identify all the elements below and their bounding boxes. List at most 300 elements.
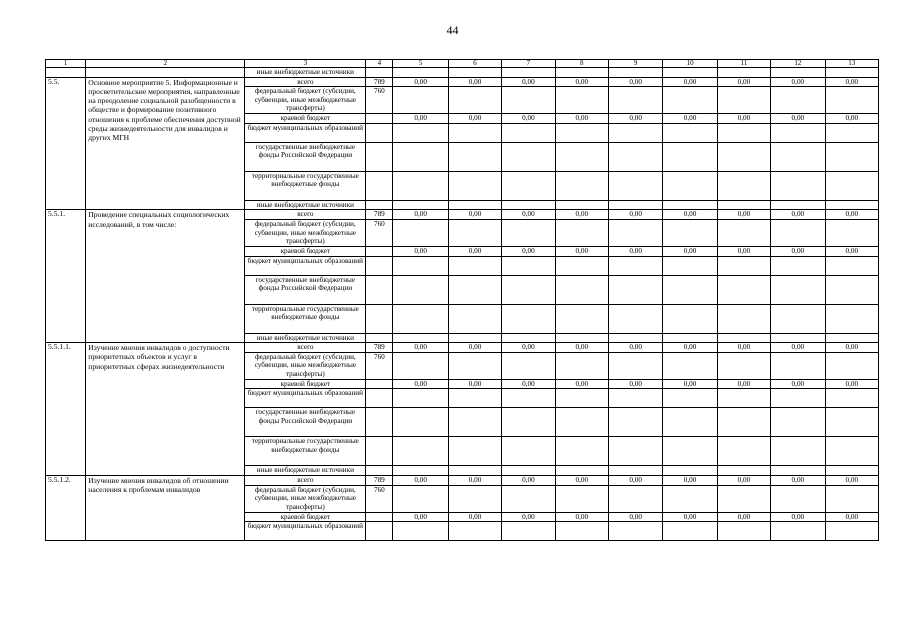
amount-cell [771,87,825,114]
column-header: 1 [46,60,86,68]
amount-cell [608,437,662,466]
amount-cell [555,408,608,437]
amount-cell [717,485,770,512]
amount-cell [663,333,717,343]
empty-cell [366,68,393,78]
column-header: 9 [608,60,662,68]
column-header: 7 [502,60,555,68]
amount-cell: 0,00 [717,114,770,124]
amount-cell [771,275,825,304]
amount-cell: 0,00 [608,114,662,124]
empty-cell [825,68,878,78]
funding-source: государственные внебюджетные фонды Российской Федерации [245,408,366,437]
amount-cell: 0,00 [608,210,662,220]
funding-source: бюджет муниципальных образований [245,389,366,408]
empty-cell [502,68,555,78]
amount-cell [825,408,878,437]
header-row [46,60,879,68]
amount-cell: 0,00 [825,246,878,256]
amount-cell: 0,00 [663,114,717,124]
amount-cell [825,304,878,333]
amount-cell [393,437,448,466]
table-row [46,210,879,220]
budget-code: 789 [366,77,393,87]
amount-cell [608,485,662,512]
budget-code: 760 [366,219,393,246]
column-header: 2 [86,60,245,68]
amount-cell [825,123,878,142]
amount-cell [393,200,448,210]
funding-source: краевой бюджет [245,246,366,256]
amount-cell [448,275,501,304]
amount-cell [448,466,501,476]
amount-cell [717,87,770,114]
page-number: 44 [446,23,459,37]
budget-code [366,466,393,476]
amount-cell: 0,00 [608,475,662,485]
amount-cell [608,171,662,200]
amount-cell [393,256,448,275]
amount-cell: 0,00 [825,475,878,485]
amount-cell: 0,00 [393,77,448,87]
column-header: 4 [366,60,393,68]
amount-cell [448,171,501,200]
amount-cell [663,466,717,476]
amount-cell [771,200,825,210]
amount-cell [771,466,825,476]
amount-cell [717,333,770,343]
item-title: Основное мероприятие 5. Информационные и просветительские мероприятия, направленные на преодоление социальной разобщенности в обществе и формирование позитивного отношения к проблеме обеспечения доступной среды жизнедеятельности для инвалидов и других МГН [86,77,245,210]
amount-cell [663,123,717,142]
item-title: Изучение мнения инвалидов об отношении населения к проблемам инвалидов [86,475,245,540]
funding-source: территориальные государственные внебюджетные фонды [245,171,366,200]
budget-code [366,171,393,200]
amount-cell [608,466,662,476]
amount-cell [825,275,878,304]
amount-cell: 0,00 [608,246,662,256]
amount-cell [717,275,770,304]
amount-cell: 0,00 [502,246,555,256]
funding-source: федеральный бюджет (субсидии, субвенции, иные межбюджетные трансферты) [245,352,366,379]
amount-cell [502,275,555,304]
amount-cell [608,408,662,437]
amount-cell [393,123,448,142]
amount-cell: 0,00 [663,512,717,522]
table-row [46,68,879,78]
amount-cell [717,219,770,246]
amount-cell [717,466,770,476]
amount-cell [502,171,555,200]
amount-cell: 0,00 [393,343,448,353]
amount-cell [608,522,662,541]
amount-cell [555,275,608,304]
amount-cell: 0,00 [717,512,770,522]
empty-cell [46,68,86,78]
budget-code [366,379,393,389]
amount-cell: 0,00 [825,210,878,220]
amount-cell [717,142,770,171]
amount-cell [663,304,717,333]
amount-cell [663,171,717,200]
amount-cell [393,304,448,333]
budget-code [366,408,393,437]
amount-cell [393,466,448,476]
amount-cell [555,485,608,512]
amount-cell: 0,00 [825,512,878,522]
amount-cell [825,485,878,512]
amount-cell: 0,00 [448,77,501,87]
funding-source: всего [245,77,366,87]
amount-cell [771,142,825,171]
amount-cell [717,304,770,333]
amount-cell [663,142,717,171]
amount-cell: 0,00 [502,379,555,389]
amount-cell [555,352,608,379]
amount-cell [663,256,717,275]
budget-code [366,389,393,408]
budget-code [366,123,393,142]
amount-cell [502,466,555,476]
budget-code [366,304,393,333]
amount-cell [555,389,608,408]
amount-cell [608,219,662,246]
amount-cell: 0,00 [717,475,770,485]
amount-cell: 0,00 [448,246,501,256]
item-code: 5.5.1. [46,210,86,343]
amount-cell [663,485,717,512]
item-title: Изучение мнения инвалидов о доступности приоритетных объектов и услуг в приоритетных сферах жизнедеятельности [86,343,245,476]
table-row [46,343,879,353]
funding-source: краевой бюджет [245,379,366,389]
amount-cell [717,389,770,408]
amount-cell [663,437,717,466]
amount-cell [393,333,448,343]
budget-code [366,522,393,541]
amount-cell [502,219,555,246]
budget-code [366,437,393,466]
empty-cell [555,68,608,78]
funding-source: бюджет муниципальных образований [245,522,366,541]
amount-cell [608,333,662,343]
amount-cell: 0,00 [771,475,825,485]
budget-code: 789 [366,475,393,485]
amount-cell [502,200,555,210]
amount-cell: 0,00 [771,210,825,220]
column-header: 13 [825,60,878,68]
budget-code [366,142,393,171]
amount-cell [608,275,662,304]
funding-source: бюджет муниципальных образований [245,123,366,142]
empty-cell [393,68,448,78]
amount-cell [663,87,717,114]
item-code: 5.5.1.2. [46,475,86,540]
amount-cell [393,408,448,437]
amount-cell [771,304,825,333]
amount-cell [555,333,608,343]
amount-cell [393,87,448,114]
amount-cell: 0,00 [825,77,878,87]
amount-cell: 0,00 [502,343,555,353]
amount-cell [717,437,770,466]
amount-cell [663,219,717,246]
amount-cell [771,171,825,200]
amount-cell [717,123,770,142]
budget-code [366,256,393,275]
budget-code [366,333,393,343]
amount-cell [555,466,608,476]
amount-cell: 0,00 [393,114,448,124]
amount-cell [502,87,555,114]
funding-source: территориальные государственные внебюджетные фонды [245,437,366,466]
amount-cell [502,437,555,466]
column-header: 11 [717,60,770,68]
amount-cell: 0,00 [825,379,878,389]
empty-cell [717,68,770,78]
item-code: 5.5.1.1. [46,343,86,476]
amount-cell: 0,00 [448,210,501,220]
amount-cell: 0,00 [771,77,825,87]
amount-cell [825,352,878,379]
amount-cell [717,408,770,437]
amount-cell: 0,00 [448,343,501,353]
amount-cell [663,389,717,408]
amount-cell: 0,00 [663,379,717,389]
amount-cell [555,219,608,246]
amount-cell [717,200,770,210]
amount-cell [825,437,878,466]
amount-cell [448,200,501,210]
amount-cell: 0,00 [663,246,717,256]
funding-source: иные внебюджетные источники [245,466,366,476]
amount-cell [608,352,662,379]
amount-cell [608,256,662,275]
amount-cell: 0,00 [663,475,717,485]
amount-cell: 0,00 [393,246,448,256]
funding-source: всего [245,475,366,485]
funding-source: всего [245,210,366,220]
budget-code: 760 [366,87,393,114]
empty-cell [663,68,717,78]
amount-cell: 0,00 [448,512,501,522]
amount-cell [663,275,717,304]
amount-cell: 0,00 [448,114,501,124]
funding-source: федеральный бюджет (субсидии, субвенции, иные межбюджетные трансферты) [245,87,366,114]
amount-cell: 0,00 [771,114,825,124]
amount-cell: 0,00 [502,475,555,485]
amount-cell [825,389,878,408]
amount-cell [771,256,825,275]
amount-cell [555,437,608,466]
amount-cell: 0,00 [663,77,717,87]
amount-cell [448,142,501,171]
amount-cell: 0,00 [717,246,770,256]
amount-cell [393,219,448,246]
amount-cell [448,522,501,541]
amount-cell [825,87,878,114]
amount-cell: 0,00 [555,343,608,353]
amount-cell [717,352,770,379]
amount-cell [393,522,448,541]
amount-cell: 0,00 [608,77,662,87]
amount-cell [448,87,501,114]
item-code: 5.5. [46,77,86,210]
funding-source: краевой бюджет [245,512,366,522]
amount-cell [502,352,555,379]
amount-cell [608,123,662,142]
amount-cell [502,389,555,408]
funding-source: иные внебюджетные источники [245,200,366,210]
budget-code: 789 [366,210,393,220]
amount-cell [393,142,448,171]
amount-cell [555,522,608,541]
amount-cell [555,200,608,210]
amount-cell: 0,00 [717,210,770,220]
amount-cell: 0,00 [608,379,662,389]
column-header: 6 [448,60,501,68]
amount-cell [771,219,825,246]
amount-cell [771,437,825,466]
table-row [46,77,879,87]
amount-cell [502,408,555,437]
amount-cell: 0,00 [448,379,501,389]
amount-cell [448,485,501,512]
amount-cell [555,142,608,171]
amount-cell [502,142,555,171]
amount-cell [771,485,825,512]
amount-cell [555,123,608,142]
amount-cell [608,200,662,210]
funding-source: всего [245,343,366,353]
amount-cell: 0,00 [393,210,448,220]
amount-cell: 0,00 [717,379,770,389]
amount-cell [448,333,501,343]
amount-cell [825,219,878,246]
amount-cell [663,408,717,437]
amount-cell: 0,00 [502,512,555,522]
column-header: 12 [771,60,825,68]
amount-cell [555,304,608,333]
budget-table [45,59,879,541]
amount-cell [608,389,662,408]
amount-cell [771,522,825,541]
amount-cell: 0,00 [502,77,555,87]
amount-cell [448,304,501,333]
budget-code: 760 [366,352,393,379]
funding-source: территориальные государственные внебюджетные фонды [245,304,366,333]
amount-cell: 0,00 [555,77,608,87]
amount-cell [502,485,555,512]
amount-cell [393,275,448,304]
amount-cell [502,333,555,343]
amount-cell: 0,00 [771,246,825,256]
amount-cell [825,333,878,343]
amount-cell [771,408,825,437]
amount-cell [717,171,770,200]
table-row [46,475,879,485]
amount-cell [825,171,878,200]
budget-code [366,200,393,210]
amount-cell [663,200,717,210]
amount-cell: 0,00 [663,210,717,220]
funding-source: бюджет муниципальных образований [245,256,366,275]
amount-cell: 0,00 [555,379,608,389]
amount-cell [448,437,501,466]
amount-cell: 0,00 [555,475,608,485]
budget-code [366,512,393,522]
amount-cell [448,123,501,142]
amount-cell: 0,00 [555,114,608,124]
amount-cell [555,256,608,275]
amount-cell [663,352,717,379]
amount-cell: 0,00 [771,512,825,522]
amount-cell [555,87,608,114]
amount-cell [771,352,825,379]
amount-cell: 0,00 [825,114,878,124]
funding-source: иные внебюджетные источники [245,333,366,343]
amount-cell [608,142,662,171]
budget-code [366,114,393,124]
funding-source: краевой бюджет [245,114,366,124]
amount-cell [448,256,501,275]
amount-cell [771,333,825,343]
amount-cell: 0,00 [393,475,448,485]
funding-source: федеральный бюджет (субсидии, субвенции, иные межбюджетные трансферты) [245,219,366,246]
amount-cell [608,304,662,333]
empty-cell [608,68,662,78]
amount-cell: 0,00 [663,343,717,353]
item-title: Проведение специальных социологических исследований, в том числе: [86,210,245,343]
amount-cell [393,389,448,408]
empty-cell [448,68,501,78]
amount-cell [555,171,608,200]
funding-source: государственные внебюджетные фонды Российской Федерации [245,275,366,304]
amount-cell [825,466,878,476]
amount-cell [448,352,501,379]
amount-cell [825,200,878,210]
amount-cell [771,123,825,142]
amount-cell [502,256,555,275]
amount-cell: 0,00 [608,512,662,522]
amount-cell [717,522,770,541]
amount-cell: 0,00 [502,114,555,124]
empty-cell [86,68,245,78]
budget-code [366,275,393,304]
budget-code [366,246,393,256]
amount-cell: 0,00 [825,343,878,353]
amount-cell: 0,00 [717,77,770,87]
funding-source: государственные внебюджетные фонды Российской Федерации [245,142,366,171]
amount-cell: 0,00 [393,379,448,389]
amount-cell: 0,00 [393,512,448,522]
amount-cell: 0,00 [448,475,501,485]
amount-cell: 0,00 [771,379,825,389]
amount-cell: 0,00 [771,343,825,353]
budget-code: 789 [366,343,393,353]
amount-cell [608,87,662,114]
funding-source: федеральный бюджет (субсидии, субвенции, иные межбюджетные трансферты) [245,485,366,512]
amount-cell: 0,00 [555,246,608,256]
amount-cell [663,522,717,541]
amount-cell: 0,00 [502,210,555,220]
amount-cell [393,485,448,512]
column-header: 10 [663,60,717,68]
budget-code: 760 [366,485,393,512]
amount-cell [393,171,448,200]
amount-cell [502,123,555,142]
amount-cell: 0,00 [608,343,662,353]
amount-cell [825,256,878,275]
amount-cell [393,352,448,379]
